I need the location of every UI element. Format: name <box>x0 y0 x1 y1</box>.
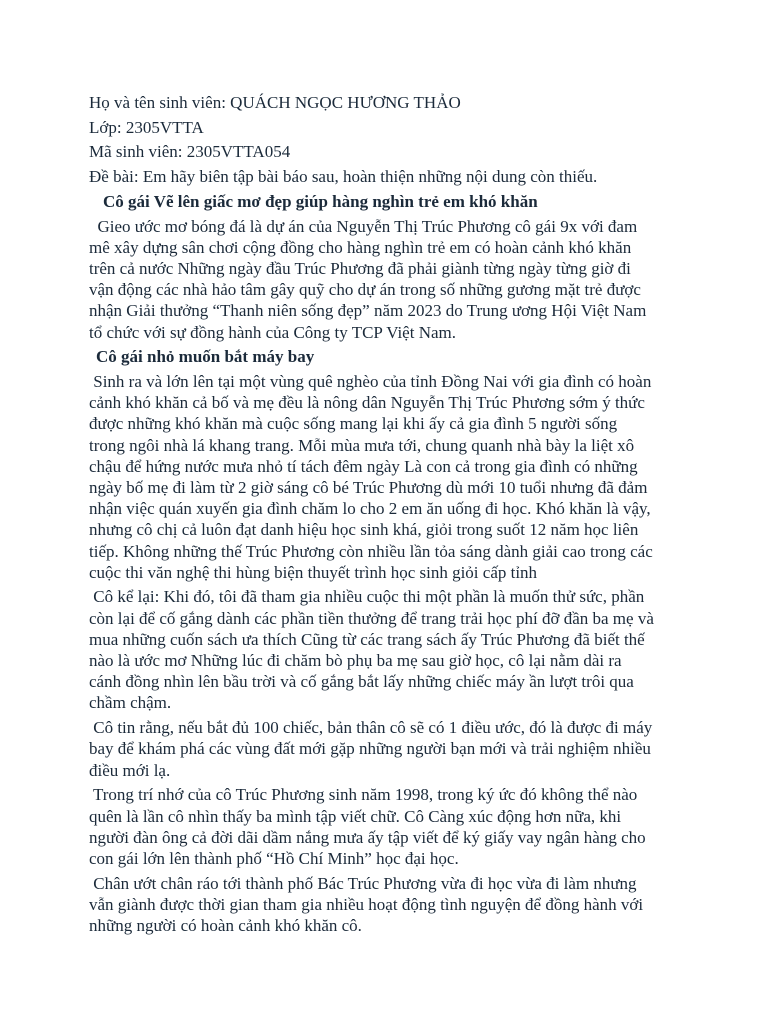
article-title: Cô gái Vẽ lên giấc mơ đẹp giúp hàng nghìn trẻ em khó khăn <box>103 191 538 211</box>
text-line: tổ chức với sự đồng hành của Công ty TCP Việt Nam. <box>89 322 456 342</box>
text-line: tiếp. Không những thế Trúc Phương còn nhiều lần tỏa sáng dành giải cao trong các <box>89 541 653 561</box>
text-line: Chân ướt chân ráo tới thành phố Bác Trúc Phương vừa đi học vừa đi làm nhưng <box>89 873 637 893</box>
text-line: được những khó khăn mà cuộc sống mang lại khi ấy cả gia đình 5 người sống <box>89 414 618 434</box>
text-line: chầm chậm. <box>89 693 172 713</box>
text-line: những người có hoàn cảnh khó khăn cô. <box>89 916 362 936</box>
text-line: còn lại để cố gắng dành các phần tiền thưởng để trang trải học phí đỡ đần ba mẹ và <box>89 608 654 628</box>
article-lead-paragraph <box>89 216 679 343</box>
text-line: người đàn ông cả đời dãi dầm nắng mưa ấy tập viết để ký giấy vay ngân hàng cho <box>89 827 646 847</box>
assignment-task-line: Đề bài: Em hãy biên tập bài báo sau, hoàn thiện những nội dung còn thiếu. <box>89 167 598 187</box>
text-line: vận động các nhà hảo tâm gây quỹ cho dự án trong số những gương mặt trẻ được <box>89 280 641 300</box>
document-page <box>89 92 679 940</box>
body-paragraph <box>89 371 679 583</box>
text-line: Gieo ước mơ bóng đá là dự án của Nguyễn Thị Trúc Phương cô gái 9x với đam <box>89 216 638 236</box>
text-line: mê xây dựng sân chơi cộng đồng cho hàng nghìn trẻ em có hoàn cảnh khó khăn <box>89 237 632 257</box>
text-line: nhận việc quán xuyến gia đình chăm lo cho 2 em ăn uống đi học. Khó khăn là vậy, <box>89 499 651 519</box>
body-paragraph <box>89 873 679 937</box>
text-line: mua những cuốn sách ưa thích Cũng từ các trang sách ấy Trúc Phương đã biết thế <box>89 629 645 649</box>
text-line: trong ngôi nhà lá khang trang. Mỗi mùa mưa tới, chung quanh nhà bày la liệt xô <box>89 435 635 455</box>
text-line: cảnh khó khăn cả bố và mẹ đều là nông dân Nguyễn Thị Trúc Phương sớm ý thức <box>89 393 645 413</box>
section-subtitle: Cô gái nhỏ muốn bắt máy bay <box>96 347 315 367</box>
text-line: vẫn giành được thời gian tham gia nhiều hoạt động tình nguyện để đồng hành với <box>89 894 644 914</box>
text-line: nào là ước mơ Những lúc đi chăm bò phụ ba mẹ sau giờ học, cô lại nằm dài ra <box>89 651 622 671</box>
body-paragraph <box>89 717 679 781</box>
text-line: nhận Giải thưởng “Thanh niên sống đẹp” năm 2023 do Trung ương Hội Việt Nam <box>89 301 647 321</box>
text-line: trên cả nước Những ngày đầu Trúc Phương đã phải giành từng ngày từng giờ đi <box>89 258 631 278</box>
text-line: nhưng cô chị cả luôn đạt danh hiệu học sinh khá, giỏi trong suốt 12 năm học liên <box>89 520 639 540</box>
text-line: bay để khám phá các vùng đất mới gặp những người bạn mới và trải nghiệm nhiều <box>89 739 651 759</box>
text-line: cuộc thi văn nghệ thi hùng biện thuyết trình học sinh giỏi cấp tỉnh <box>89 562 538 582</box>
text-line: ngày bố mẹ đi làm từ 2 giờ sáng cô bé Trúc Phương dù mới 10 tuổi nhưng đã đảm <box>89 477 648 497</box>
body-paragraph <box>89 586 679 713</box>
text-line: con gái lớn lên thành phố “Hồ Chí Minh” học đại học. <box>89 848 459 868</box>
text-line: Cô kể lại: Khi đó, tôi đã tham gia nhiều cuộc thi một phần là muốn thử sức, phần <box>89 587 645 607</box>
student-name-line: Họ và tên sinh viên: QUÁCH NGỌC HƯƠNG THẢO <box>89 93 461 112</box>
text-line: cánh đồng nhìn lên bầu trời và cố gắng bắt lấy những chiếc máy ần lượt trôi qua <box>89 672 634 692</box>
text-line: Sinh ra và lớn lên tại một vùng quê nghèo của tỉnh Đồng Nai với gia đình có hoàn <box>89 371 652 391</box>
text-line: quên là lần cô nhìn thấy ba mình tập viết chữ. Cô Càng xúc động hơn nữa, khi <box>89 806 622 826</box>
text-line: chậu để hứng nước mưa nhỏ tí tách đêm ngày Là con cả trong gia đình có những <box>89 456 638 476</box>
text-line: Cô tin rằng, nếu bắt đủ 100 chiếc, bản thân cô sẽ có 1 điều ước, đó là được đi máy <box>89 718 653 738</box>
text-line: Trong trí nhớ của cô Trúc Phương sinh năm 1998, trong ký ức đó không thể nào <box>89 785 638 805</box>
text-line: điều mới lạ. <box>89 760 171 780</box>
student-id-line: Mã sinh viên: 2305VTTA054 <box>89 142 291 162</box>
body-paragraph <box>89 784 679 869</box>
student-class-line: Lớp: 2305VTTA <box>89 117 204 137</box>
